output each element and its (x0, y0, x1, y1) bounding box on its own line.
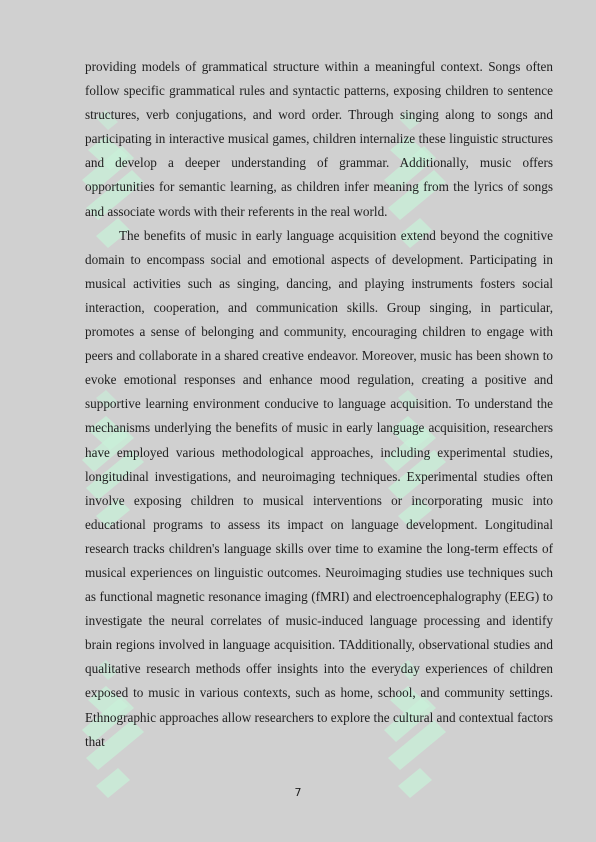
paragraph: The benefits of music in early language acquisition extend beyond the cognitive domain to encompass social and emotional aspects of development. Participating in musical activities such as singing, dancing, and playing instruments fosters social interaction, cooperation, and communication skills. Group singing, in particular, promotes a sense of belonging and community, encouraging children to engage with peers and collaborate in a shared creative endeavor. Moreover, music has been shown to evoke emotional responses and enhance mood regulation, creating a positive and supportive learning environment conducive to language acquisition. To understand the mechanisms underlying the benefits of music in early language acquisition, researchers have employed various methodological approaches, including experimental studies, longitudinal investigations, and neuroimaging techniques. Experimental studies often involve exposing children to musical interventions or incorporating music into educational programs to assess its impact on language development. Longitudinal research tracks children's language skills over time to examine the long-term effects of musical experiences on linguistic outcomes. Neuroimaging studies use techniques such as functional magnetic resonance imaging (fMRI) and electroencephalography (EEG) to investigate the neural correlates of music-induced language processing and identify brain regions involved in language acquisition. TAdditionally, observational studies and qualitative research methods offer insights into the everyday experiences of children exposed to music in various contexts, such as home, school, and community settings. Ethnographic approaches allow researchers to explore the cultural and contextual factors that (85, 227, 553, 749)
paragraph: providing models of grammatical structure within a meaningful context. Songs often follow specific grammatical rules and syntactic patterns, exposing children to sentence structures, verb conjugations, and word order. Through singing along to songs and participating in interactive musical games, children internalize these linguistic structures and develop a deeper understanding of grammar. Additionally, music offers opportunities for semantic learning, as children infer meaning from the lyrics of songs and associate words with their referents in the real world. (85, 59, 553, 219)
page-number: 7 (294, 786, 302, 799)
body-text (85, 55, 553, 754)
